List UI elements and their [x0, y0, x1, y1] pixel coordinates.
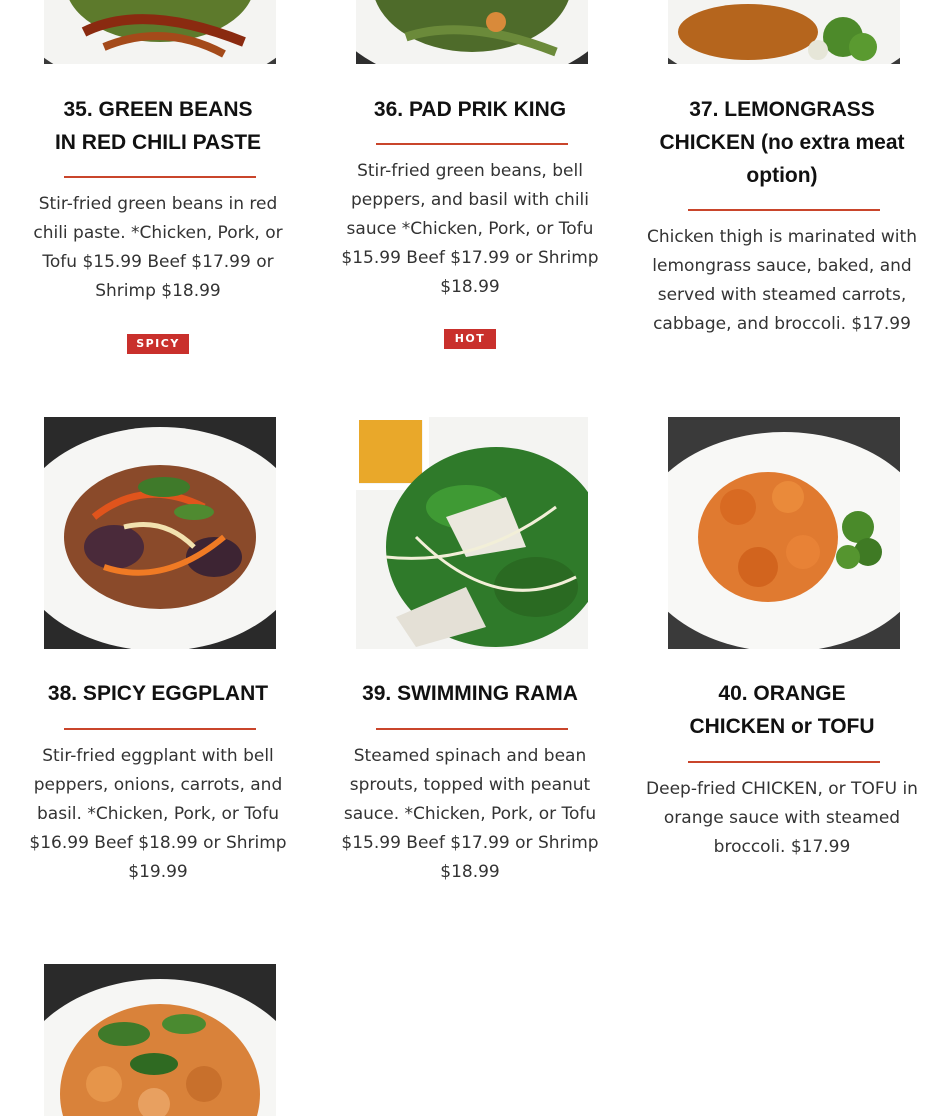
spicy-badge: SPICY: [127, 334, 189, 354]
item-description: Stir-fried green beans in red chili paste. *Chicken, Pork, or Tofu $15.99 Beef $17.99 or Shrimp $18.99: [33, 194, 283, 301]
title-divider: [64, 728, 256, 730]
item-description: Stir-fried green beans, bell peppers, and basil with chili sauce *Chicken, Pork, or Tofu $15.99 Beef $17.99 or Shrimp $18.99: [341, 161, 599, 297]
title-line: CHICKEN or TOFU: [689, 715, 875, 738]
title-line: 39. SWIMMING RAMA: [362, 682, 578, 705]
item-title: [626, 93, 938, 192]
item-title: [2, 93, 314, 159]
title-divider: [688, 761, 880, 763]
title-line: 38. SPICY EGGPLANT: [47, 682, 269, 705]
hot-badge: HOT: [444, 329, 496, 349]
item-description: Steamed spinach and bean sprouts, topped with peanut sauce. *Chicken, Pork, or Tofu $15.99 Beef $17.99 or Shrimp $18.99: [341, 746, 599, 882]
pad-prik-king-dish-image: [356, 0, 588, 64]
swimming-rama-dish-image: [356, 417, 588, 649]
title-line: 35. GREEN BEANS: [63, 98, 253, 121]
item-description: Stir-fried eggplant with bell peppers, onions, carrots, and basil. *Chicken, Pork, or Tofu $16.99 Beef $18.99 or Shrimp $19.99: [29, 746, 287, 882]
spicy-eggplant-dish-image: [44, 417, 276, 649]
item-title: [626, 677, 938, 743]
title-divider: [376, 143, 568, 145]
green-beans-dish-image: [44, 0, 276, 64]
title-divider: [688, 209, 880, 211]
item-title: [314, 677, 626, 710]
orange-chicken-dish-image: [668, 417, 900, 649]
title-line: option): [746, 164, 818, 187]
title-divider: [64, 176, 256, 178]
lemongrass-chicken-dish-image: [668, 0, 900, 64]
item-description: Chicken thigh is marinated with lemongrass sauce, baked, and served with steamed carrots, cabbage, and broccoli. $17.99: [647, 227, 917, 334]
title-line: IN RED CHILI PASTE: [54, 131, 262, 154]
title-line: 36. PAD PRIK KING: [373, 98, 567, 121]
title-line: 37. LEMONGRASS: [689, 98, 875, 121]
item-title: [2, 677, 314, 710]
basil-chicken-dish-image: [44, 964, 276, 1116]
item-title: [314, 93, 626, 126]
title-line: 40. ORANGE: [718, 682, 846, 705]
title-divider: [376, 728, 568, 730]
item-description: Deep-fried CHICKEN, or TOFU in orange sauce with steamed broccoli. $17.99: [646, 779, 918, 857]
title-line: CHICKEN (no extra meat: [659, 131, 905, 154]
